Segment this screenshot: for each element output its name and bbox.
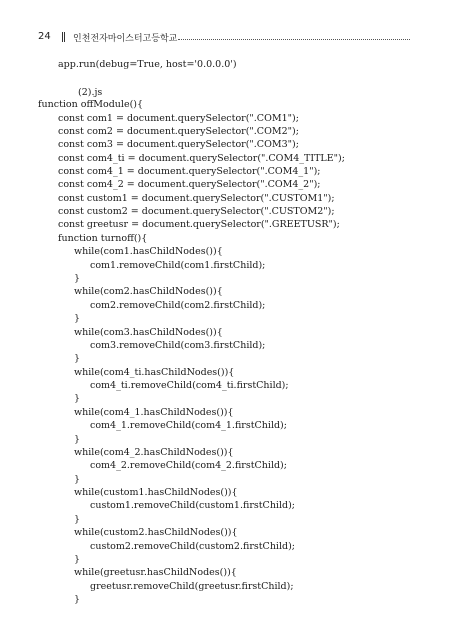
code-line: com3.removeChild(com3.firstChild); [90, 340, 266, 351]
code-line: while(com4_1.hasChildNodes()){ [74, 407, 234, 418]
code-line: while(com4_ti.hasChildNodes()){ [74, 367, 235, 378]
code-line: } [74, 594, 81, 605]
code-line: while(com2.hasChildNodes()){ [74, 286, 223, 297]
code-line: custom2.removeChild(custom2.firstChild); [90, 541, 296, 552]
code-line: const custom1 = document.querySelector(".CUSTOM1"); [58, 193, 335, 204]
code-line: } [74, 393, 81, 404]
code-line: while(greetusr.hasChildNodes()){ [74, 567, 237, 578]
code-line: app.run(debug=True, host='0.0.0.0') [58, 59, 237, 70]
code-line: greetusr.removeChild(greetusr.firstChild); [90, 581, 294, 592]
code-line: const custom2 = document.querySelector(".CUSTOM2"); [58, 206, 335, 217]
code-line: function offModule(){ [38, 99, 144, 110]
code-line: } [74, 514, 81, 525]
code-line: com4_ti.removeChild(com4_ti.firstChild); [90, 380, 289, 391]
code-line: while(custom1.hasChildNodes()){ [74, 487, 238, 498]
code-line: } [74, 554, 81, 565]
code-line: const com4_1 = document.querySelector(".COM4_1"); [58, 166, 321, 177]
code-line: com2.removeChild(com2.firstChild); [90, 300, 266, 311]
code-line: while(custom2.hasChildNodes()){ [74, 527, 238, 538]
code-line: const greetusr = document.querySelector(".GREETUSR"); [58, 219, 340, 230]
book-title: 인천전자마이스터고등학교 [73, 34, 178, 44]
code-line: } [74, 313, 81, 324]
code-line: const com3 = document.querySelector(".COM3"); [58, 139, 299, 150]
code-line: } [74, 474, 81, 485]
code-line: } [74, 434, 81, 445]
code-line: com4_2.removeChild(com4_2.firstChild); [90, 460, 287, 471]
code-line: } [74, 353, 81, 364]
code-line: const com1 = document.querySelector(".COM1"); [58, 113, 299, 124]
code-line: const com2 = document.querySelector(".COM2"); [58, 126, 299, 137]
code-line: (2).js [78, 87, 103, 98]
code-line: com4_1.removeChild(com4_1.firstChild); [90, 420, 287, 431]
code-line: while(com3.hasChildNodes()){ [74, 327, 223, 338]
code-line: const com4_2 = document.querySelector(".COM4_2"); [58, 179, 321, 190]
code-line: while(com1.hasChildNodes()){ [74, 246, 223, 257]
code-line: custom1.removeChild(custom1.firstChild); [90, 500, 296, 511]
code-line: } [74, 273, 81, 284]
code-line: com1.removeChild(com1.firstChild); [90, 260, 266, 271]
code-line: while(com4_2.hasChildNodes()){ [74, 447, 234, 458]
code-line: function turnoff(){ [58, 233, 148, 244]
page-number: 24 [38, 31, 51, 42]
code-line: const com4_ti = document.querySelector(".COM4_TITLE"); [58, 153, 345, 164]
